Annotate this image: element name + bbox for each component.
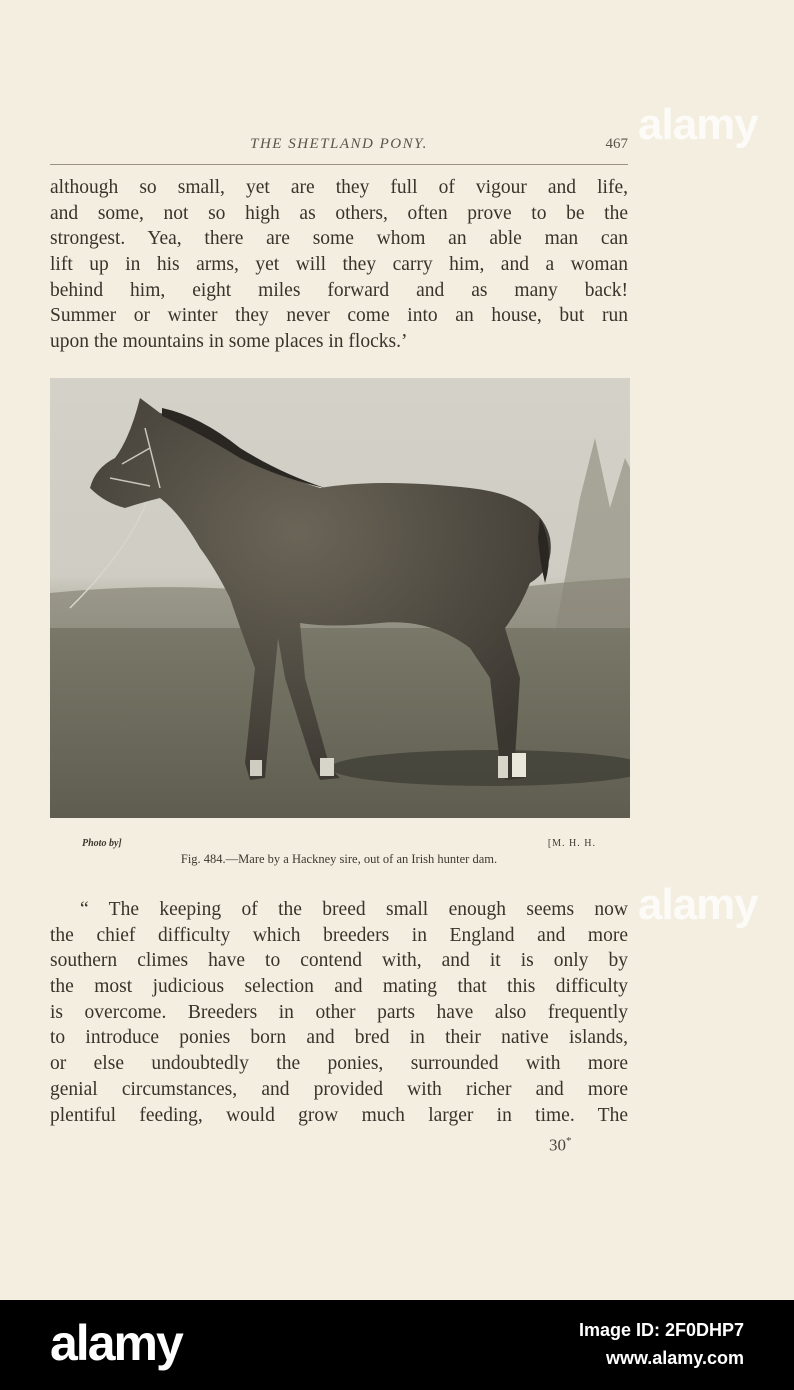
- watermark: alamy: [638, 100, 758, 149]
- site-url: www.alamy.com: [605, 1348, 744, 1368]
- white-sock: [250, 760, 262, 776]
- running-head: [50, 136, 628, 158]
- text-line: the most judicious selection and mating that this difficulty: [50, 976, 628, 998]
- tree: [550, 438, 630, 658]
- paragraph-2: [50, 897, 628, 1128]
- signature-asterisk: *: [566, 1135, 572, 1147]
- paragraph-1: [50, 175, 628, 355]
- image-id: Image ID: 2F0DHP7: [578, 1320, 744, 1340]
- page-number: 467: [605, 136, 628, 152]
- text-line: to introduce ponies born and bred in their native islands,: [50, 1027, 628, 1049]
- text-line: “ The keeping of the breed small enough seems now: [80, 899, 628, 920]
- signature-number: 30: [549, 1135, 566, 1155]
- text-line: or else undoubtedly the ponies, surrounded with more: [50, 1053, 628, 1075]
- text-line: upon the mountains in some places in flocks.’: [50, 331, 408, 353]
- text-line: although so small, yet are they full of vigour and life,: [50, 177, 628, 198]
- grass-field: [50, 628, 630, 818]
- photo-credit: [82, 838, 596, 852]
- text-line: genial circumstances, and provided with richer and more: [50, 1078, 628, 1100]
- text-line: lift up in his arms, yet will they carry him, and a woman: [50, 254, 628, 276]
- white-sock: [512, 753, 526, 777]
- text-line: southern climes have to contend with, and it is only by: [50, 950, 628, 972]
- text-line: plentiful feeding, would grow much larger in time. The: [50, 1104, 628, 1126]
- text-line: strongest. Yea, there are some whom an able man can: [50, 228, 628, 250]
- header-rule: [50, 164, 628, 165]
- credit-right: [M. H. H.: [547, 838, 596, 849]
- white-sock: [498, 756, 508, 778]
- alamy-logo: alamy: [50, 1315, 182, 1371]
- horse-illustration: [50, 378, 630, 818]
- text-line: is overcome. Breeders in other parts have also frequently: [50, 1001, 628, 1023]
- watermark: alamy: [638, 880, 758, 929]
- horse-photograph: [50, 378, 630, 818]
- text-line: and some, not so high as others, often prove to be the: [50, 202, 628, 224]
- text-line: the chief difficulty which breeders in England and more: [50, 924, 628, 946]
- signature-mark: [549, 1135, 572, 1156]
- credit-left: Photo by]: [82, 838, 122, 849]
- white-sock: [320, 758, 334, 776]
- running-title: THE SHETLAND PONY.: [250, 136, 428, 152]
- stock-footer: [0, 1300, 794, 1390]
- text-line: Summer or winter they never come into an house, but run: [50, 305, 628, 327]
- figure-caption: Fig. 484.—Mare by a Hackney sire, out of an Irish hunter dam.: [180, 852, 498, 866]
- text-line: behind him, eight miles forward and as many back!: [50, 279, 628, 301]
